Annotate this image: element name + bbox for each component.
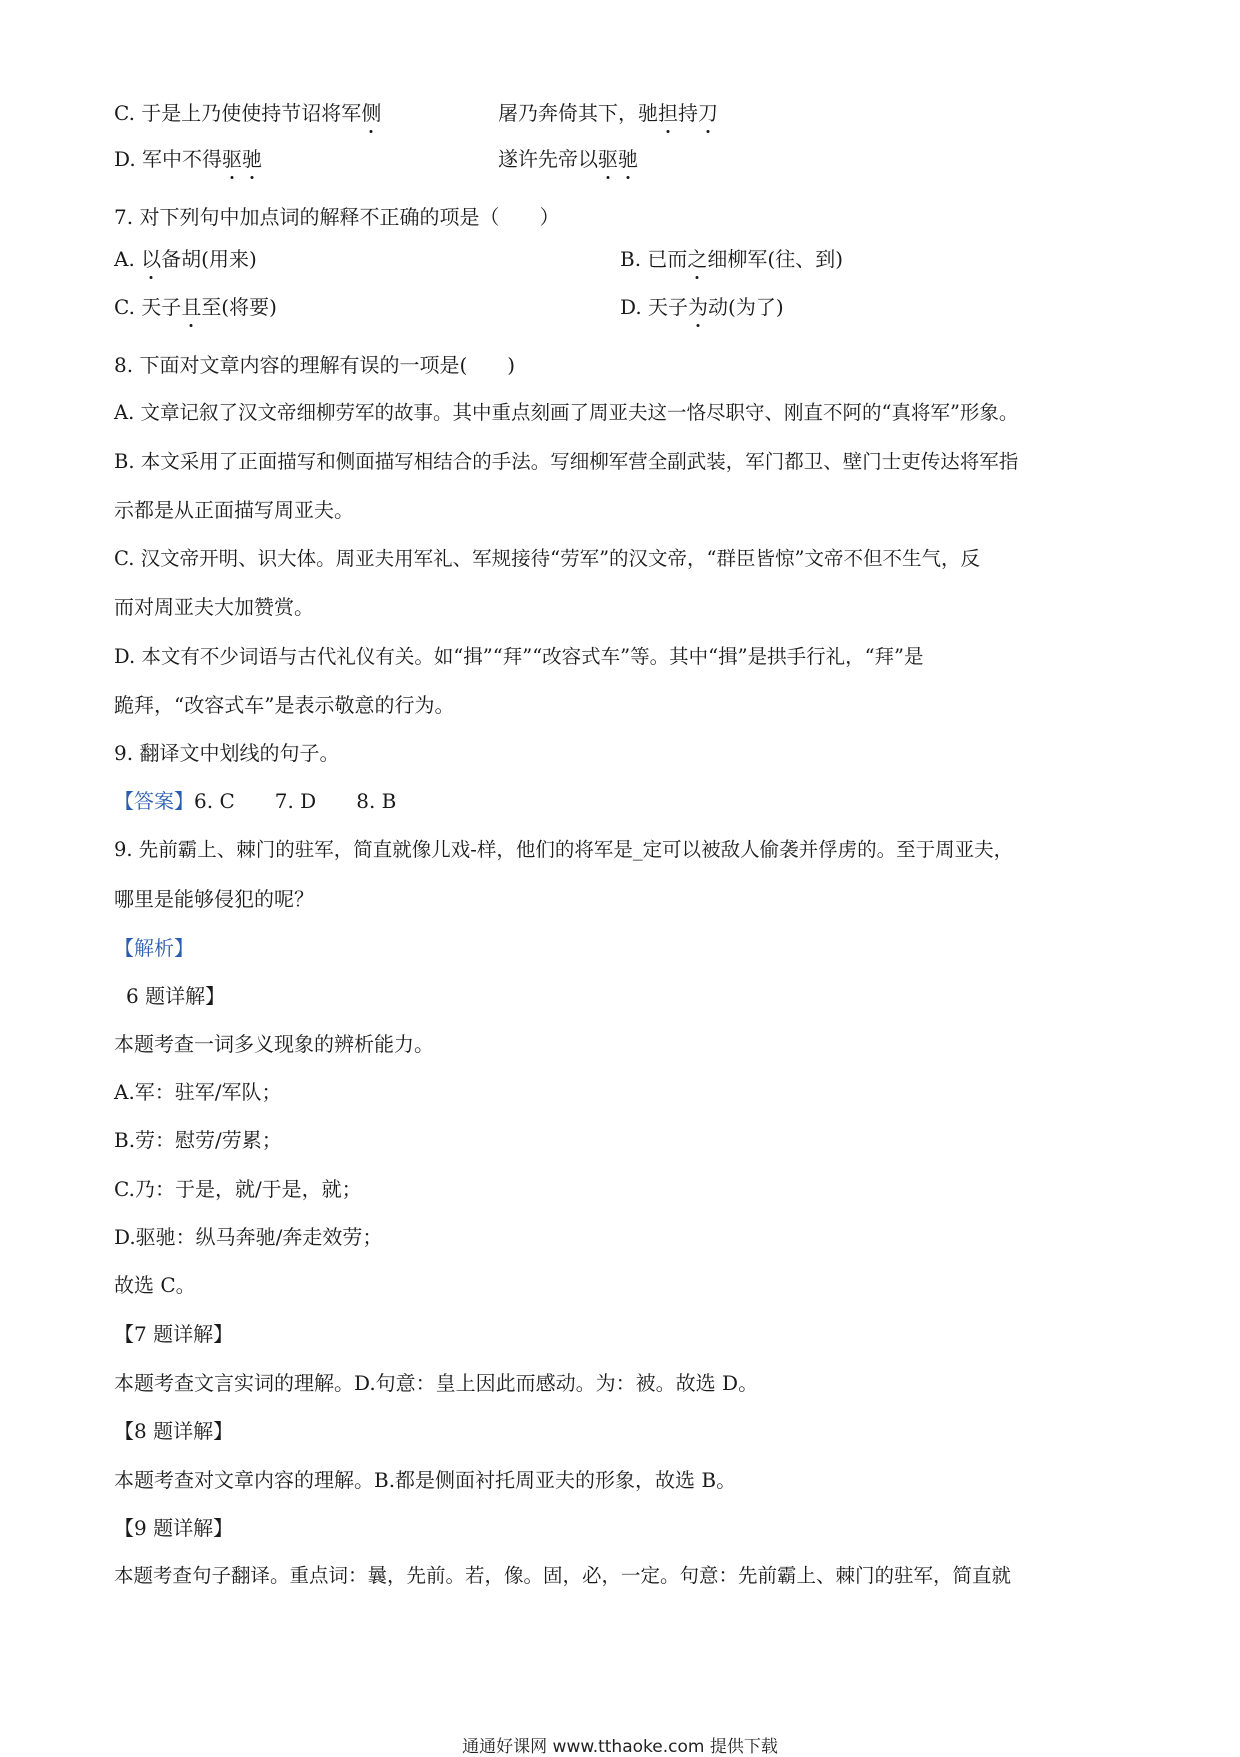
q6-option-d-left: D. 军中不得驱驰 <box>114 147 263 171</box>
q6-detail-option-c: C.乃：于是，就/于是，就； <box>114 1177 362 1201</box>
page-footer: 通通好课网 www.tthaoke.com 提供下载 <box>462 1737 778 1757</box>
q6-detail-heading: 6 题详解】 <box>126 984 226 1008</box>
q8-option-d-line1: D. 本文有不少词语与古代礼仪有关。如“揖”“拜”“改容式车”等。其中“揖”是拱手行礼，“拜”是 <box>114 645 924 668</box>
q6-detail-option-a: A.军：驻军/军队； <box>114 1080 282 1104</box>
q6-detail-conclusion: 故选 C。 <box>114 1273 196 1297</box>
q8-option-a: A. 文章记叙了汉文帝细柳劳军的故事。其中重点刻画了周亚夫这一恪尽职守、刚直不阿的“真将军”形象。 <box>114 401 1019 424</box>
q8-detail-text: 本题考查对文章内容的理解。B.都是侧面衬托周亚夫的形象，故选 B。 <box>114 1468 737 1492</box>
emphasis-dot-char: 之 <box>687 247 708 271</box>
emphasis-dot-char: 担 <box>658 101 678 125</box>
q8-detail-heading: 【8 题详解】 <box>114 1419 234 1443</box>
emphasis-dot-char: 以 <box>141 247 162 271</box>
q6-option-d-right: 遂许先帝以驱驰 <box>498 147 638 171</box>
q8-option-b-line2: 示都是从正面描写周亚夫。 <box>114 498 354 522</box>
q6-detail-option-b: B.劳：慰劳/劳累； <box>114 1128 282 1152</box>
answer-tag: 【答案】 <box>114 789 194 813</box>
emphasis-dot-char: 为 <box>688 295 709 319</box>
q6-detail-option-d: D.驱驰：纵马奔驰/奔走效劳； <box>114 1225 383 1249</box>
q7-option-d: D. 天子为动(为了) <box>620 295 784 319</box>
q7-detail-text: 本题考查文言实词的理解。D.句意：皇上因此而感动。为：被。故选 D。 <box>114 1371 759 1395</box>
q6-option-c-right: 屠乃奔倚其下，驰担持刀 <box>498 101 718 125</box>
q9-detail-heading: 【9 题详解】 <box>114 1516 234 1540</box>
emphasis-dot-char: 驰 <box>618 147 638 171</box>
emphasis-dot-char: 驱 <box>598 147 618 171</box>
emphasis-dot-char: 且 <box>181 295 202 319</box>
answer-q9-line1: 9. 先前霸上、棘门的驻军，简直就像儿戏-样，他们的将军是_定可以被敌人偷袭并俘虏的。至于周亚夫， <box>114 838 1014 861</box>
q6-option-c-left: C. 于是上乃使使持节诏将军侧 <box>114 101 382 125</box>
q9-detail-text: 本题考查句子翻译。重点词：曩，先前。若，像。固，必，一定。句意：先前霸上、棘门的驻军，简直就 <box>114 1564 1012 1587</box>
emphasis-dot-char: 驰 <box>242 147 263 171</box>
q7-stem: 7. 对下列句中加点词的解释不正确的项是（ ） <box>114 205 560 229</box>
q9-stem: 9. 翻译文中划线的句子。 <box>114 741 340 765</box>
q8-option-b-line1: B. 本文采用了正面描写和侧面描写相结合的手法。写细柳军营全副武装，军门都卫、壁门士吏传达将军指 <box>114 450 1019 473</box>
emphasis-dot-char: 刀 <box>698 101 718 125</box>
q6-detail-text: 本题考查一词多义现象的辨析能力。 <box>114 1032 434 1056</box>
answer-text: 6. C 7. D 8. B <box>194 789 397 813</box>
q8-stem: 8. 下面对文章内容的理解有误的一项是( ) <box>114 353 516 377</box>
answer-q9-line2: 哪里是能够侵犯的呢？ <box>114 887 314 911</box>
emphasis-dot-char: 驱 <box>222 147 243 171</box>
q8-option-c-line2: 而对周亚夫大加赞赏。 <box>114 595 314 619</box>
answer-line <box>114 788 396 814</box>
q7-option-b: B. 已而之细柳军(往、到) <box>620 247 844 271</box>
emphasis-dot-char: 侧 <box>361 101 382 125</box>
q7-detail-heading: 【7 题详解】 <box>114 1322 234 1346</box>
q8-option-d-line2: 跪拜，“改容式车”是表示敬意的行为。 <box>114 693 455 717</box>
q7-option-c: C. 天子且至(将要) <box>114 295 277 319</box>
q8-option-c-line1: C. 汉文帝开明、识大体。周亚夫用军礼、军规接待“劳军”的汉文帝，“群臣皆惊”文帝不但不生气，反 <box>114 547 980 570</box>
analysis-tag: 【解析】 <box>114 936 194 960</box>
q7-option-a: A. 以备胡(用来) <box>114 247 257 271</box>
